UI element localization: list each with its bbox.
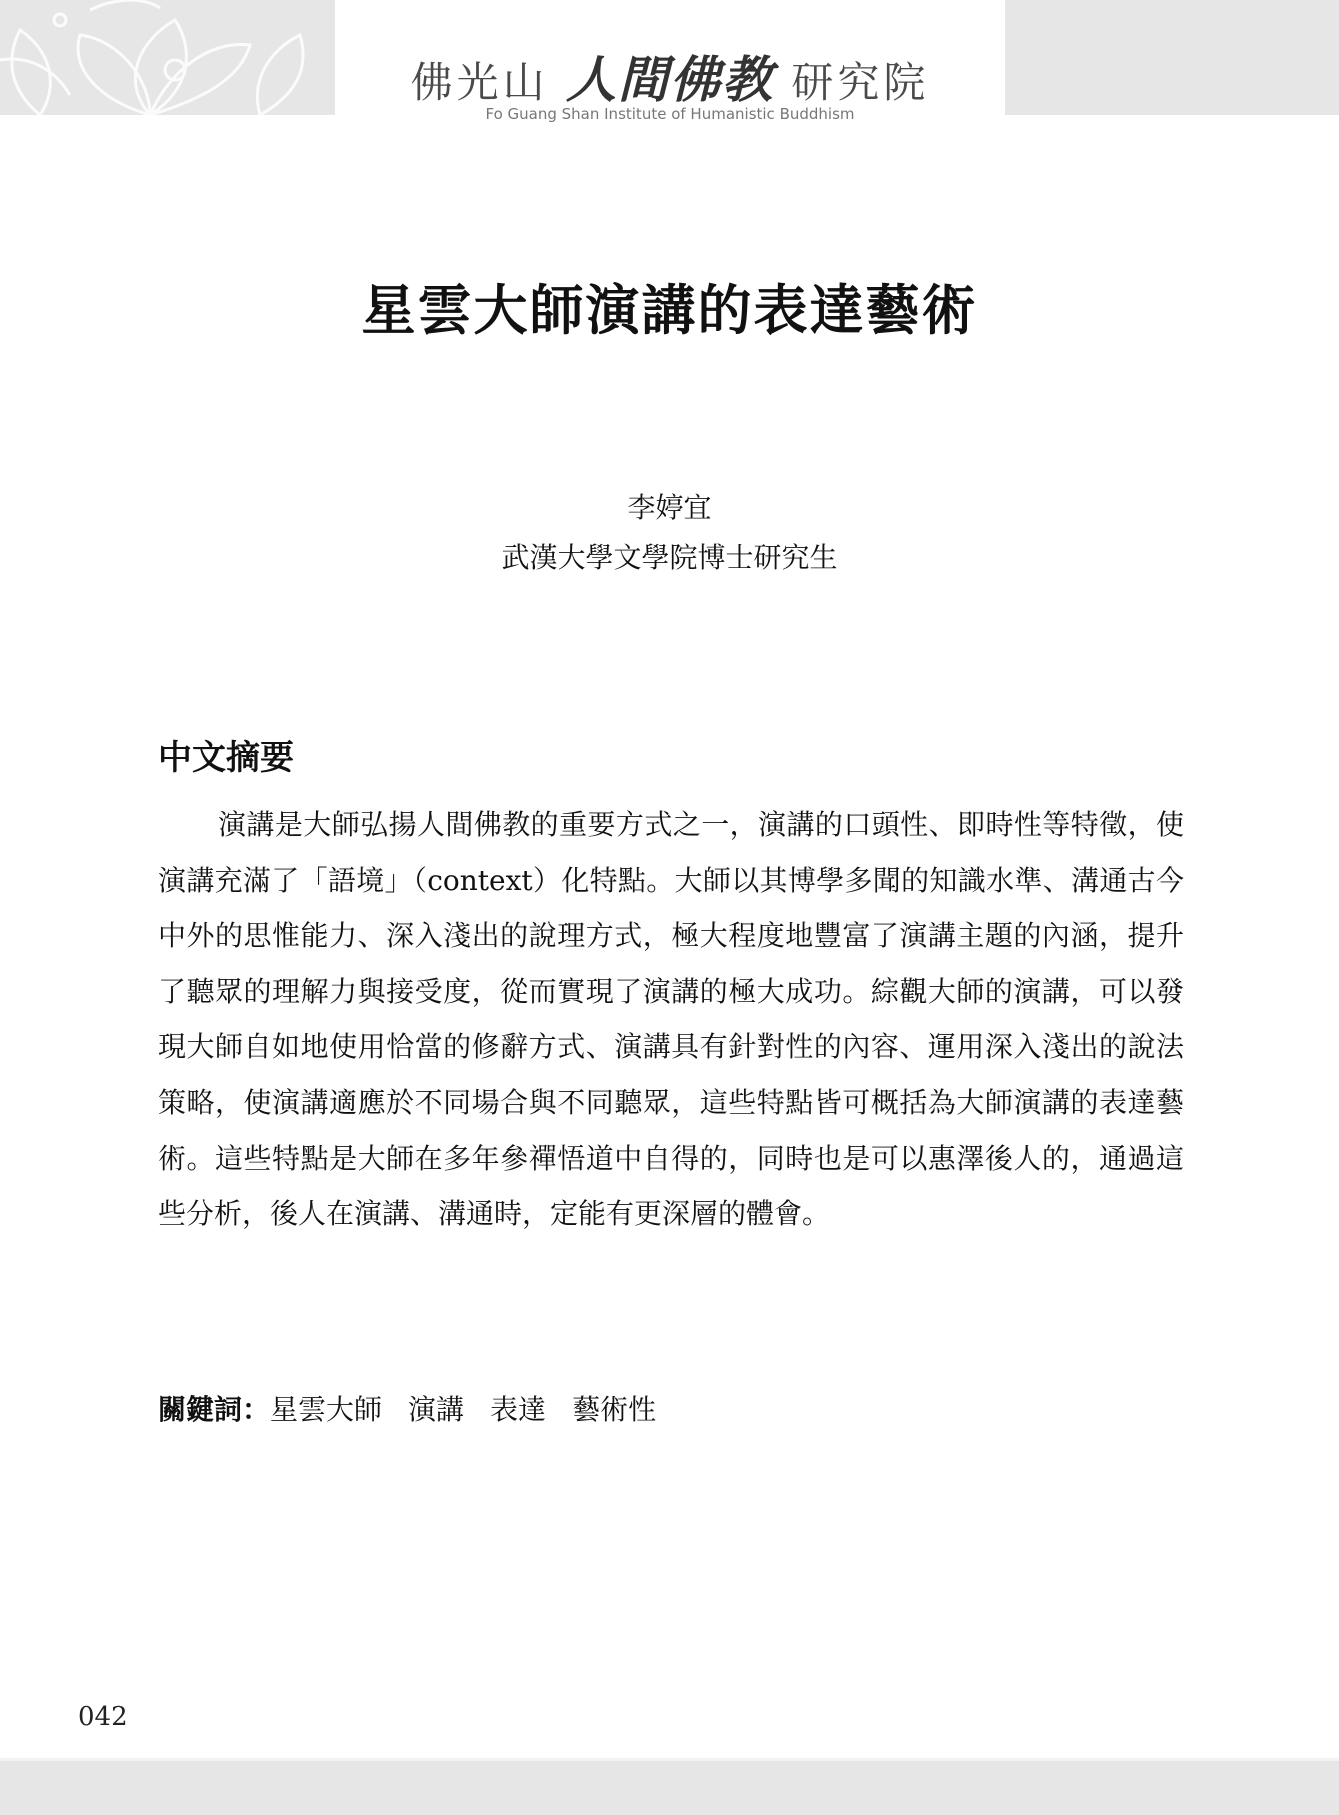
institute-prefix: 佛光山 <box>410 58 549 107</box>
page-number: 042 <box>78 1702 128 1732</box>
keyword-term: 表達 <box>490 1393 547 1426</box>
abstract-heading: 中文摘要 <box>158 738 294 778</box>
abstract-body: 演講是大師弘揚人間佛教的重要方式之一，演講的口頭性、即時性等特徵，使演講充滿了「語境」（context）化特點。大師以其博學多聞的知識水準、溝通古今中外的思惟能力、深入淺出的說理方式，極大程度地豐富了演講主題的內涵，提升了聽眾的理解力與接受度，從而實現了演講的極大成功。綜觀大師的演講，可以發現大師自如地使用恰當的修辭方式、演講具有針對性的內容、運用深入淺出的說法策略，使演講適應於不同場合與不同聽眾，這些特點皆可概括為大師演講的表達藝術。這些特點是大師在多年參禪悟道中自得的，同時也是可以惠澤後人的，通過這些分析，後人在演講、溝通時，定能有更深層的體會。 <box>158 808 1184 1231</box>
header-band <box>0 0 1339 123</box>
paper-title: 星雲大師演講的表達藝術 <box>361 278 978 342</box>
institute-english-name: Fo Guang Shan Institute of Humanistic Buddhism <box>485 105 855 123</box>
author-name: 李婷宜 <box>627 491 712 524</box>
footer-band <box>0 1758 1339 1815</box>
institute-brand: 人間佛教 <box>566 50 774 109</box>
keyword-term: 星雲大師 <box>270 1393 383 1426</box>
keyword-term: 藝術性 <box>572 1393 657 1426</box>
institute-title <box>335 40 1005 112</box>
institute-suffix: 研究院 <box>791 58 930 107</box>
keywords-label: 關鍵詞： <box>158 1393 271 1426</box>
keyword-term: 演講 <box>408 1393 465 1426</box>
header-card <box>335 0 1005 128</box>
keywords <box>158 1388 682 1428</box>
lotus-pattern-icon <box>0 0 330 115</box>
author-affiliation: 武漢大學文學院博士研究生 <box>501 541 838 574</box>
